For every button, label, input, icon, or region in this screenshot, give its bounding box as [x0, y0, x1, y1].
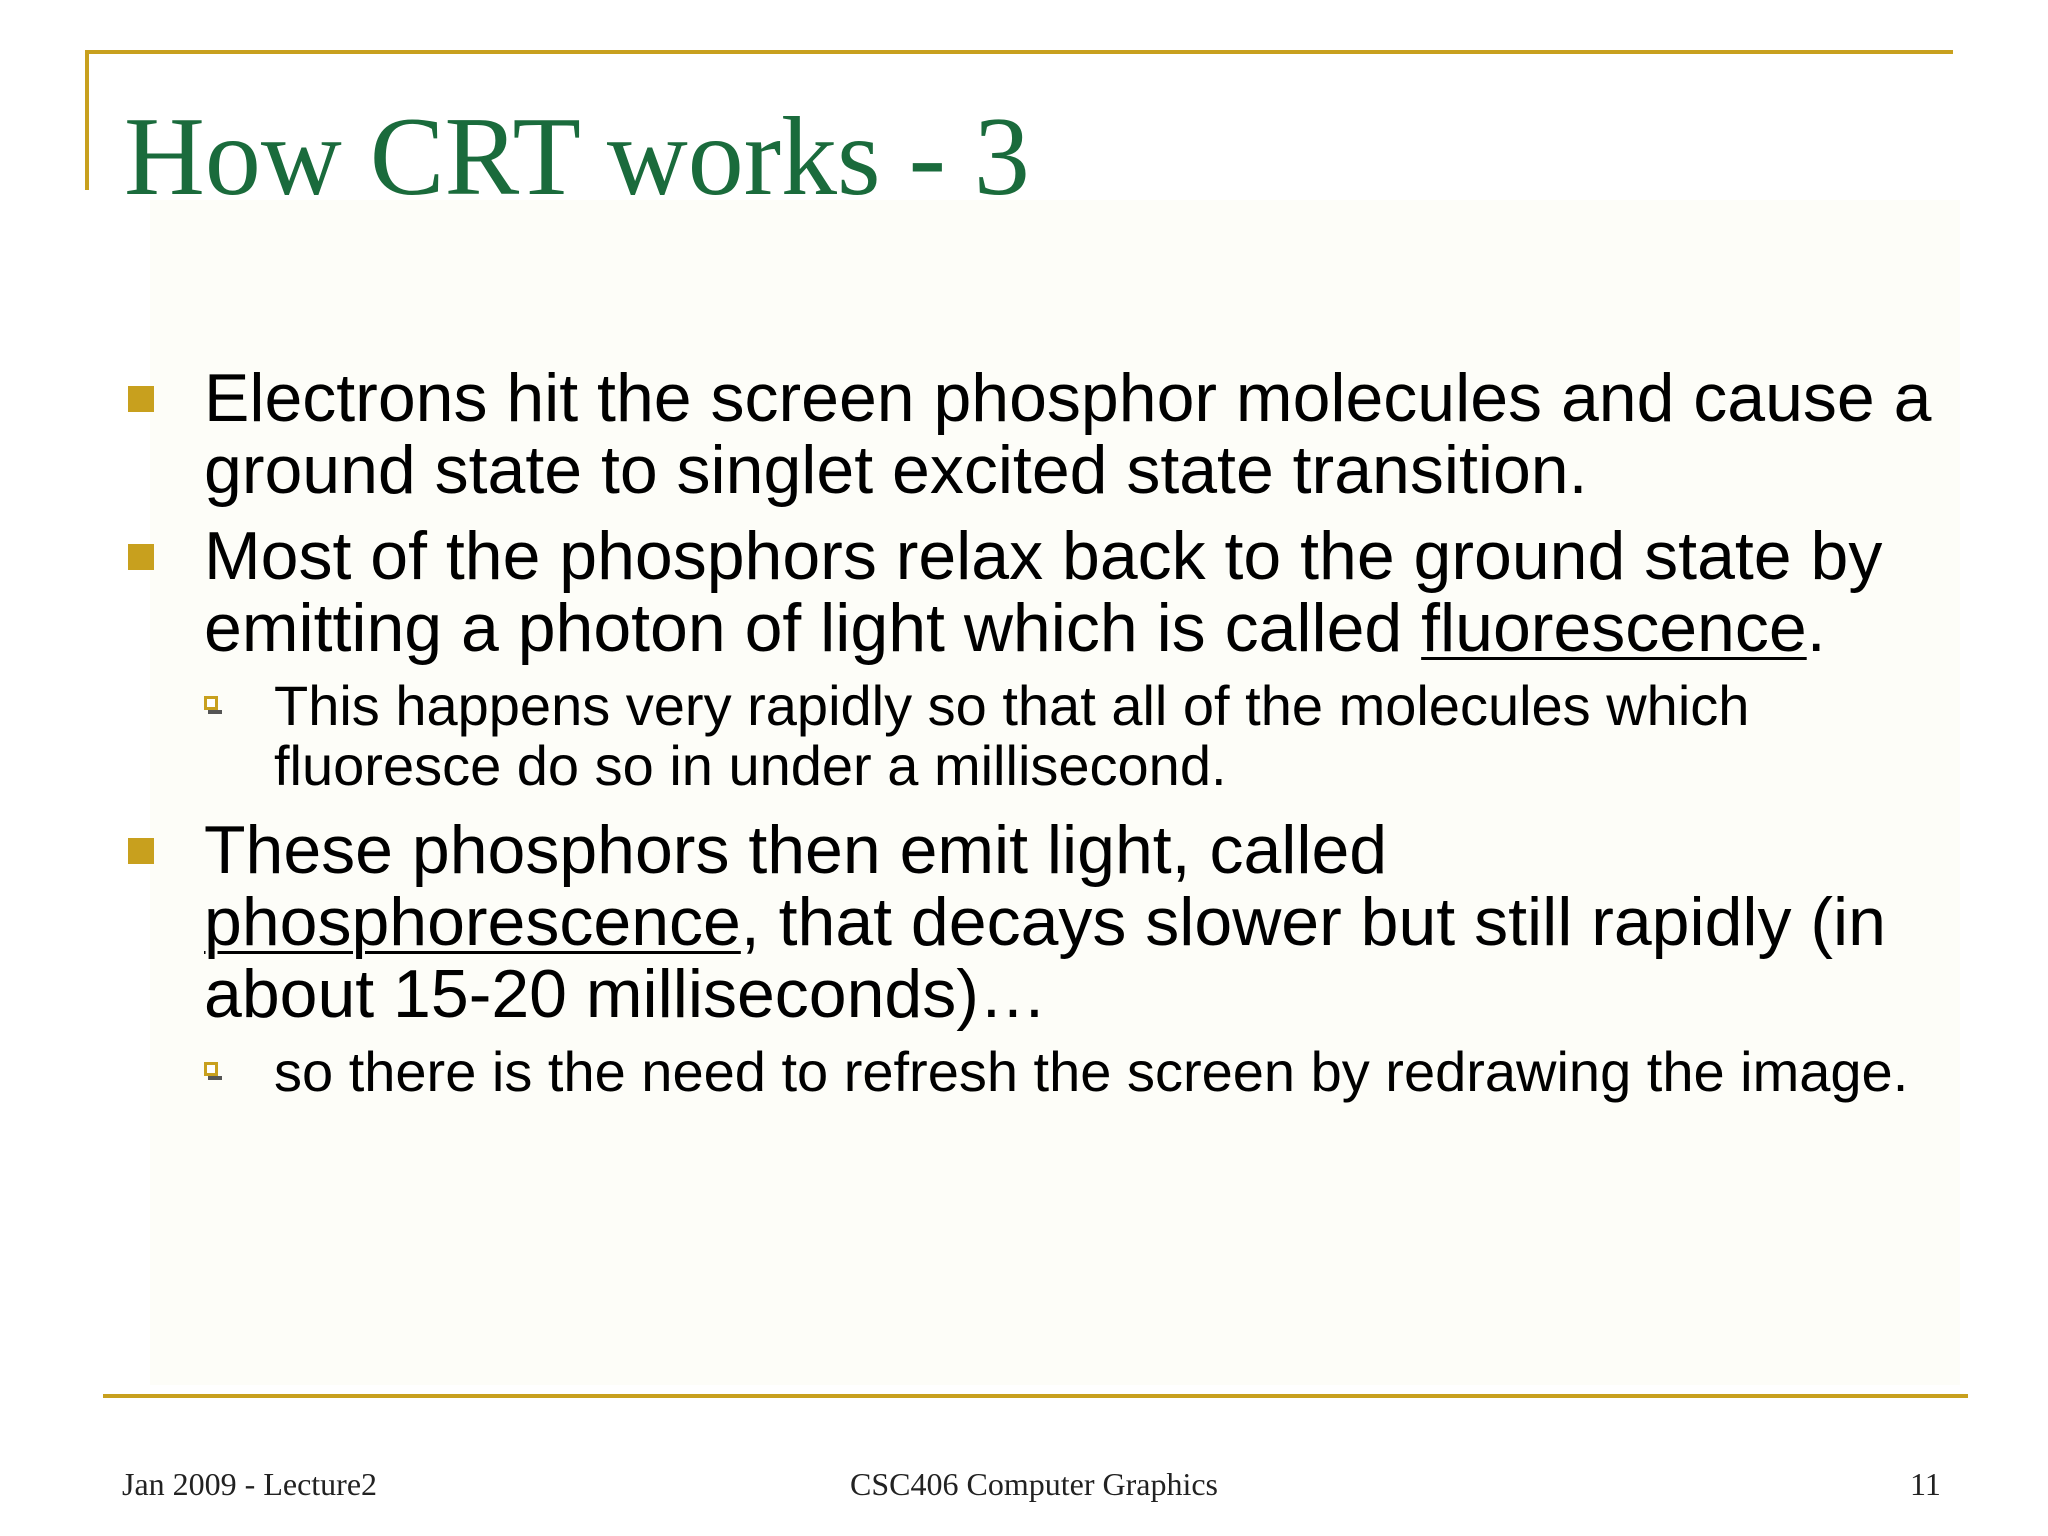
bullet-item: [124, 520, 1954, 664]
footer-divider: [103, 1394, 1968, 1398]
footer-course: CSC406 Computer Graphics: [850, 1466, 1218, 1502]
bullet-list: [124, 362, 1954, 1120]
term-phosphorescence: phosphorescence: [204, 884, 741, 960]
hollow-square-bullet-icon: [204, 1062, 218, 1076]
sub-bullet-text: This happens very rapidly so that all of the molecules which fluoresce do so in under a millisecond.: [274, 674, 1750, 797]
bullet-text: These phosphors then emit light, called: [204, 812, 1388, 888]
top-border: [85, 50, 1953, 54]
square-bullet-icon: [128, 838, 154, 864]
term-fluorescence: fluorescence: [1421, 590, 1807, 666]
bullet-text: Electrons hit the screen phosphor molecules and cause a ground state to singlet excited state transition.: [204, 360, 1932, 508]
left-border: [85, 50, 89, 190]
page-number: 11: [1910, 1466, 1941, 1502]
hollow-square-bullet-icon: [204, 696, 218, 710]
bullet-item: [124, 362, 1954, 506]
sub-bullet-text: so there is the need to refresh the screen by redrawing the image.: [274, 1040, 1909, 1103]
bullet-text: Most of the phosphors relax back to the ground state by emitting a photon of light which is called: [204, 518, 1883, 666]
sub-bullet-item: [124, 676, 1954, 796]
footer-date: Jan 2009 - Lecture2: [122, 1466, 378, 1502]
sub-bullet-item: [124, 1042, 1954, 1102]
bullet-item: [124, 814, 1954, 1030]
bullet-text-end: .: [1806, 590, 1826, 666]
bullet-text-end: , that decays slower but still rapidly (in about 15-20 milliseconds)…: [204, 884, 1886, 1032]
slide-title: How CRT works - 3: [124, 95, 1030, 219]
square-bullet-icon: [128, 386, 154, 412]
square-bullet-icon: [128, 544, 154, 570]
